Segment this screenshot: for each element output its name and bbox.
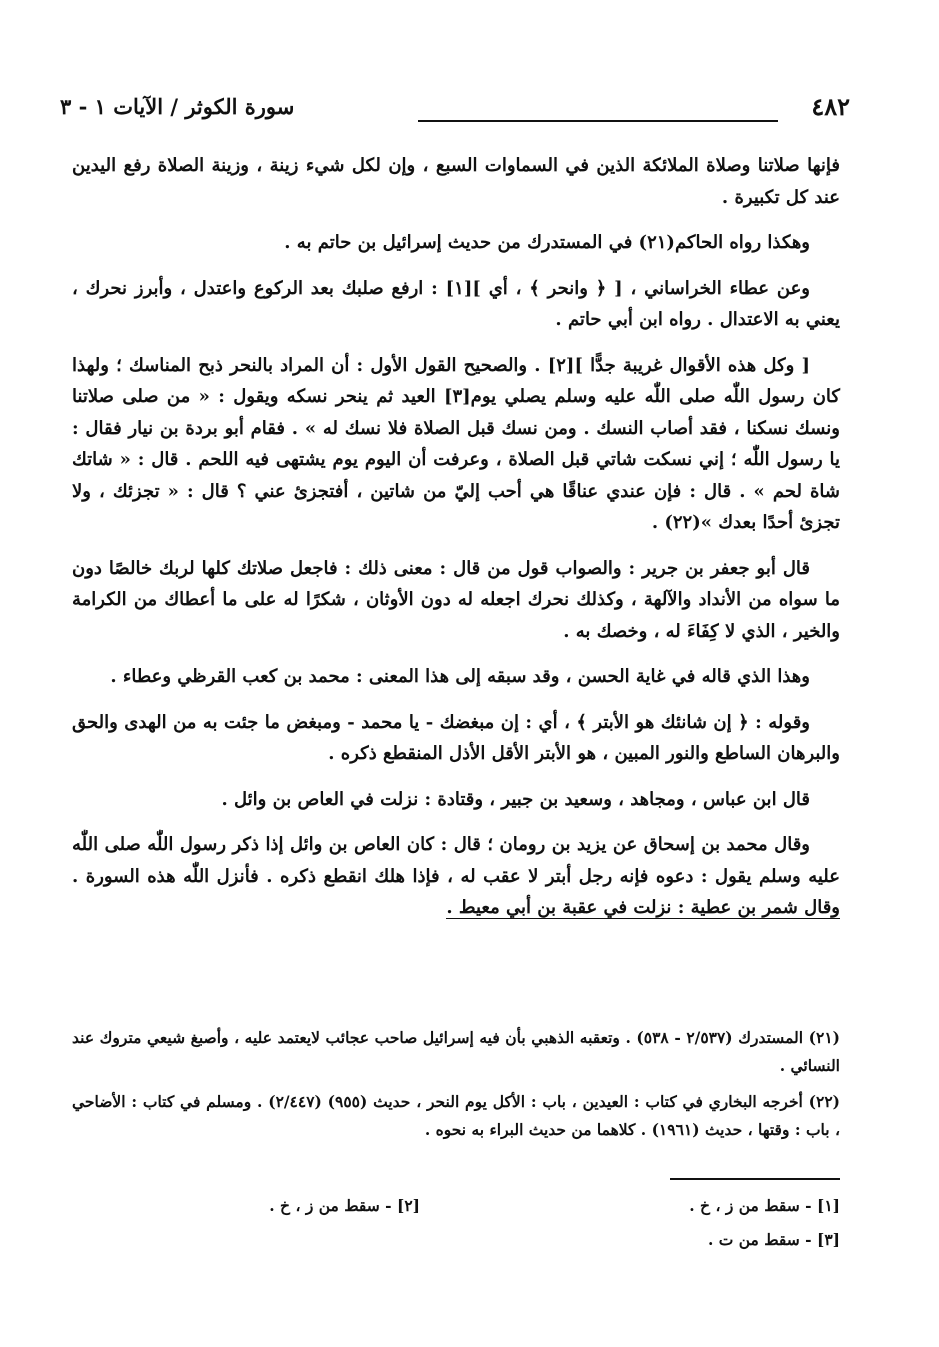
editorial-note-2: [٢] - سقط من ز ، خ . bbox=[269, 1196, 420, 1215]
running-title: سورة الكوثر / الآيات ١ - ٣ bbox=[60, 94, 295, 119]
paragraph-9-main: وقال محمد بن إسحاق عن يزيد بن رومان ؛ قال : كان العاص بن وائل إذا ذكر رسول اللّٰه صلى اللّٰه عليه وسلم يقول : دعوه فإنه رجل أبتر لا عقب له ، فإذا هلك انقطع ذكره . فأنزل اللّٰه هذه السورة . bbox=[72, 834, 840, 887]
paragraph-7: وقوله : ﴿ إن شانئك هو الأبتر ﴾ ، أي : إن مبغضك - يا محمد - ومبغض ما جئت به من الهدى والحق والبرهان الساطع والنور المبين ، هو الأبتر الأقل الأذل المنقطع ذكره . bbox=[72, 711, 840, 764]
paragraph-1: فإنها صلاتنا وصلاة الملائكة الذين في السماوات السبع ، وإن لكل شيء زينة ، وزينة الصلاة رفع اليدين عند كل تكبيرة . bbox=[72, 155, 840, 208]
page-number: ٤٨٢ bbox=[811, 92, 850, 121]
paragraph-8: قال ابن عباس ، ومجاهد ، وسعيد بن جبير ، وقتادة : نزلت في العاص بن وائل . bbox=[221, 788, 810, 810]
editorial-note-3: [٣] - سقط من ت . bbox=[707, 1230, 840, 1249]
main-text bbox=[72, 150, 840, 938]
paragraph-9 bbox=[72, 829, 840, 924]
page-header bbox=[60, 92, 850, 132]
paragraph-2: وهكذا رواه الحاكم(٢١) في المستدرك من حديث إسرائيل بن حاتم به . bbox=[284, 232, 810, 253]
footnote-21: (٢١) المستدرك (٢/٥٣٧ - ٥٣٨) . وتعقبه الذهبي بأن فيه إسرائيل صاحب عجائب لايعتمد عليه ، وأصبغ شيعي متروك عند النسائي . bbox=[72, 1028, 840, 1075]
editorial-notes bbox=[72, 1196, 840, 1266]
header-rule bbox=[418, 120, 778, 122]
paragraph-4: [ وكل هذه الأقوال غريبة جدًّا ][٢] . والصحيح القول الأول : أن المراد بالنحر ذبح المناسك ؛ ولهذا كان رسول اللّٰه صلى اللّٰه عليه وسلم يصلي يوم[٣] العيد ثم ينحر نسكه ويقول : « من صلى صلاتنا ونسك نسكنا ، فقد أصاب النسك . ومن نسك قبل الصلاة فلا نسك له » . فقام أبو بردة بن نيار فقال : يا رسول اللّٰه ؛ إني نسكت شاتي قبل الصلاة ، وعرفت أن اليوم يوم يشتهى فيه اللحم . قال : « شاتك شاة لحم » . قال : فإن عندي عناقًا هي أحب إليّ من شاتين ، أفتجزئ عني ؟ قال : « تجزئك ، ولا تجزئ أحدًا بعدك »(٢٢) . bbox=[72, 354, 840, 533]
paragraph-5: قال أبو جعفر بن جرير : والصواب قول من قال : معنى ذلك : فاجعل صلاتك كلها لربك خالصًا دون ما سواه من الأنداد والآلهة ، وكذلك نحرك اجعله له دون الأوثان ، شكرًا له على ما أعطاك من الكرامة والخير ، الذي لا كِفَاءَ له ، وخصك به . bbox=[72, 557, 840, 642]
footnotes bbox=[72, 1024, 840, 1152]
paragraph-3: وعن عطاء الخراساني ، [ ﴿ وانحر ﴾ ، أي ][١] : ارفع صلبك بعد الركوع واعتدل ، وأبرز نحرك ، يعني به الاعتدال . رواه ابن أبي حاتم . bbox=[72, 277, 840, 330]
editorial-note-1: [١] - سقط من ز ، خ . bbox=[689, 1196, 840, 1215]
footnote-rule bbox=[670, 1178, 840, 1180]
paragraph-6: وهذا الذي قاله في غاية الحسن ، وقد سبقه إلى هذا المعنى : محمد بن كعب القرظي وعطاء . bbox=[110, 666, 810, 687]
footnote-22: (٢٢) أخرجه البخاري في كتاب : العيدين ، باب : الأكل يوم النحر ، حديث (٩٥٥) (٢/٤٤٧) . ومسلم في كتاب : الأضاحي ، باب : وقتها ، حديث (١٩٦١) . كلاهما من حديث البراء به نحوه . bbox=[72, 1092, 840, 1139]
paragraph-9-underlined: وقال شمر بن عطية : نزلت في عقبة بن أبي معيط . bbox=[446, 897, 840, 918]
